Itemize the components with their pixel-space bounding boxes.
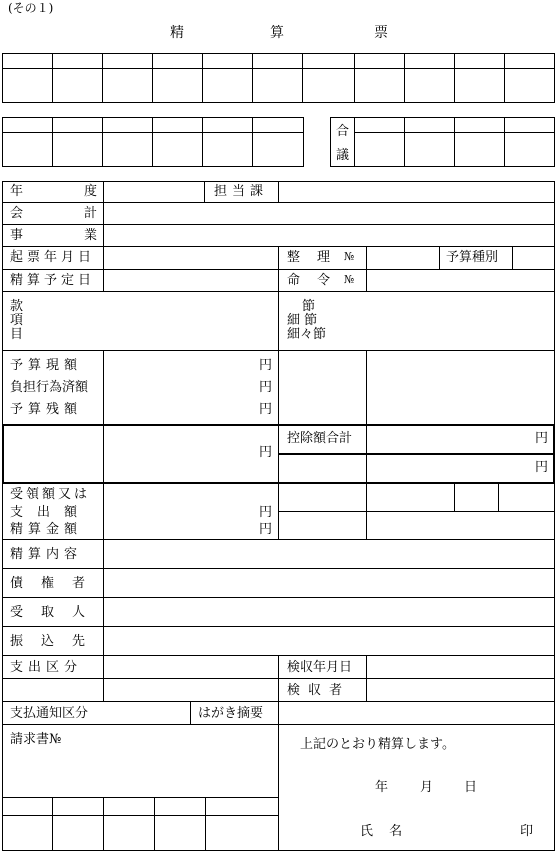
label-seisan-yotei-date: 精算予定日 bbox=[10, 273, 96, 288]
saikensha-field[interactable] bbox=[104, 569, 554, 597]
label-juryo-1: 受領額又は bbox=[10, 487, 91, 502]
label-shimei: 氏 名 bbox=[360, 824, 409, 839]
label-yosan-zangaku: 予算残額 bbox=[10, 402, 83, 417]
yen-5: 円 bbox=[535, 431, 549, 446]
yen-8: 円 bbox=[259, 522, 273, 537]
label-yosan-shubetsu: 予算種別 bbox=[446, 250, 499, 265]
seisan-naiyo-field[interactable] bbox=[104, 541, 554, 568]
yen-1: 円 bbox=[259, 358, 273, 373]
label-tanto-ka: 担当課 bbox=[214, 184, 269, 199]
label-uketorinin: 受取人 bbox=[10, 605, 104, 620]
yosan-shubetsu-field[interactable] bbox=[513, 247, 554, 269]
yen-4: 円 bbox=[259, 445, 273, 460]
seiri-no-field[interactable] bbox=[367, 247, 439, 269]
seisan-yotei-date-field[interactable] bbox=[104, 270, 278, 291]
label-futan-koi-zumi: 負担行為済額 bbox=[10, 380, 89, 395]
label-shishutsu-kubun: 支出区分 bbox=[10, 660, 83, 675]
tanto-ka-field[interactable] bbox=[279, 182, 554, 202]
label-saikensha: 債権者 bbox=[10, 576, 104, 591]
furikomisaki-field[interactable] bbox=[104, 627, 554, 655]
uketorinin-field[interactable] bbox=[104, 598, 554, 626]
page-number: (その１) bbox=[8, 1, 54, 15]
label-kenshu-date: 検収年月日 bbox=[287, 660, 353, 675]
label-shiharai-tsuchi: 支払通知区分 bbox=[10, 706, 89, 721]
label-seikyusho-no: 請求書№ bbox=[10, 732, 62, 747]
kihyo-date-field[interactable] bbox=[104, 247, 278, 269]
label-seisan-kingaku: 精算金額 bbox=[10, 522, 83, 537]
yen-3: 円 bbox=[259, 402, 273, 417]
yen-2: 円 bbox=[259, 380, 273, 395]
jigyo-field[interactable] bbox=[104, 225, 554, 246]
gougi-label-2: 議 bbox=[336, 148, 350, 163]
label-furikomisaki: 振込先 bbox=[10, 634, 104, 649]
label-seisan-naiyo: 精算内容 bbox=[10, 547, 83, 562]
label-kihyo-date: 起票年月日 bbox=[10, 250, 96, 265]
meirei-no-field[interactable] bbox=[367, 270, 554, 291]
statement-text: 上記のとおり精算します。 bbox=[300, 737, 455, 752]
yen-6: 円 bbox=[535, 460, 549, 475]
nendo-field[interactable] bbox=[104, 182, 204, 202]
label-kojo-total: 控除額合計 bbox=[287, 431, 353, 446]
seal-mark: 印 bbox=[520, 824, 534, 839]
gougi-label-1: 合 bbox=[336, 124, 350, 139]
label-juryo-2: 支出額 bbox=[10, 505, 92, 520]
label-hagaki-tekiyo: はがき摘要 bbox=[198, 706, 264, 721]
yen-7: 円 bbox=[259, 505, 273, 520]
seisan-kingaku-field[interactable] bbox=[104, 484, 278, 539]
label-yosan-gengaku: 予算現額 bbox=[10, 358, 83, 373]
label-kenshusha: 検収者 bbox=[287, 683, 351, 698]
kaikei-field[interactable] bbox=[104, 203, 554, 224]
